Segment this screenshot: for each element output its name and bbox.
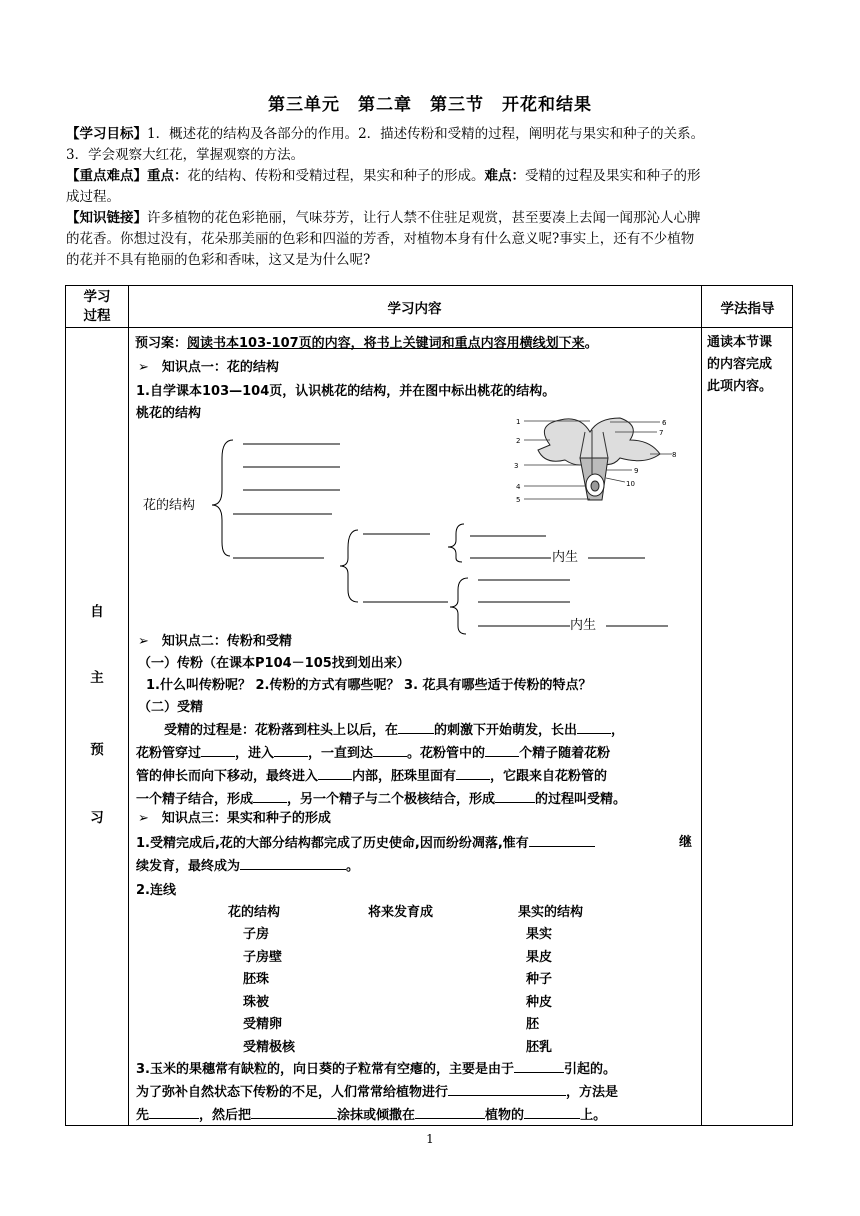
ovule-label: 内生 [552, 550, 579, 565]
stage-char: 预 [90, 742, 104, 758]
diagram-number: 6 [662, 419, 667, 427]
col-header-guide: 学法指导 [720, 301, 775, 317]
stage-char: 主 [90, 670, 104, 686]
diagram-number: 1 [516, 418, 521, 426]
study-guide: 通读本节课 的内容完成 此项内容。 [707, 335, 773, 394]
pollination-title: （一）传粉（在课本P104－105找到划出来） [138, 656, 410, 671]
flower-structure-label: 花的结构 [143, 498, 196, 513]
kp3-question-2: 2.连线 [136, 883, 176, 898]
match-head-left: 花的结构 [228, 905, 281, 920]
list-item: 胚珠 [243, 972, 270, 988]
page-number: 1 [426, 1132, 434, 1146]
pollination-questions: 1.什么叫传粉呢？ 2.传粉的方式有哪些呢？ 3. 花具有哪些适于传粉的特点？ [146, 678, 592, 693]
list-item: 种皮 [526, 994, 553, 1010]
peach-label: 桃花的结构 [136, 406, 202, 421]
match-head-middle: 将来发育成 [368, 905, 434, 920]
list-item: 果实 [526, 927, 553, 942]
diagram-number: 9 [634, 467, 639, 475]
match-left-list [243, 924, 295, 1060]
page-title: 第三单元 第二章 第三节 开花和结果 [268, 95, 592, 115]
preview-instruction: 预习案：阅读书本103-107页的内容，将书上关键词和重点内容用横线划下来。 [135, 336, 598, 351]
stage-char: 自 [90, 604, 104, 620]
list-item: 受精卵 [243, 1017, 283, 1033]
ovule-label: 内生 [570, 618, 597, 633]
col-header-process: 学习 过程 [83, 289, 111, 324]
diagram-number: 5 [516, 496, 521, 504]
diagram-number: 2 [516, 437, 521, 445]
diagram-number: 7 [659, 429, 664, 437]
knowledge-point-3: ➢ 知识点三：果实和种子的形成 [138, 811, 331, 826]
col-header-content: 学习内容 [387, 301, 442, 317]
list-item: 子房壁 [243, 949, 283, 965]
knowledge-point-2: ➢ 知识点二：传粉和受精 [138, 634, 292, 649]
match-right-list [526, 924, 552, 1060]
diagram-number: 3 [514, 462, 519, 470]
list-item: 果皮 [526, 949, 553, 965]
knowledge-point-1: ➢ 知识点一：花的结构 [138, 360, 279, 375]
fertilization-title: （二）受精 [138, 700, 204, 715]
list-item: 珠被 [243, 994, 270, 1010]
match-head-right: 果实的结构 [518, 905, 584, 920]
list-item: 种子 [526, 972, 553, 988]
kp1-question: 1.自学课本103—104页，认识桃花的结构，并在图中标出桃花的结构。 [136, 384, 556, 399]
stage-char: 习 [90, 810, 104, 826]
list-item: 受精极核 [243, 1039, 296, 1055]
list-item: 子房 [243, 927, 270, 942]
list-item: 胚乳 [526, 1039, 553, 1055]
diagram-number: 10 [626, 480, 635, 488]
kp3-question-3: 3.玉米的果穗常有缺粒的，向日葵的子粒常有空瘪的，主要是由于 引起的。 为了弥补自然状态下传粉的不足，人们常常给植物进行 ，方法是 先 ，然后把 涂抹或倾撒在 植物的 上。 [136, 1058, 692, 1127]
list-item: 胚 [526, 1017, 540, 1033]
learning-goals: 【学习目标】1．概述花的结构及各部分的作用。2．描述传粉和受精的过程，阐明花与果实和种子的关系。 3．学会观察大红花，掌握观察的方法。 【重点难点】重点：花的结构、传粉和受精过程，果实和种子的形成。难点：受精的过程及果实和种子的形 成过程。 【知识链接】许多植物的花色彩艳丽，气味芬芳，让行人禁不住驻足观赏，甚至要凑上去闻一闻那沁人心脾 的花香。你想过没有，花朵那美丽的色彩和四溢的芳香，对植物本身有什么意义呢?事实上，还有不少植物 的花并不具有艳丽的色彩和香味，这又是为什么呢? [66, 126, 705, 268]
diagram-number: 8 [672, 451, 677, 459]
kp3-question-1: 1.受精完成后,花的大部分结构都完成了历史使命,因而纷纷凋落,惟有 继 续发育，最终成为 。 [136, 832, 692, 878]
fertilization-text: 受精的过程是：花粉落到柱头上以后，在 的刺激下开始萌发，长出 ， 花粉管穿过 ，进入 ，一直到达 。花粉管中的 个精子随着花粉 管的伸长而向下移动，最终进入 内部，胚珠里面有 ，它跟来自花粉管的 一个精子结合，形成 ，另一个精子与二个极核结合，形成 的过程叫受精。 [136, 719, 692, 811]
peach-flower-diagram [510, 410, 680, 505]
diagram-number: 4 [516, 483, 521, 491]
